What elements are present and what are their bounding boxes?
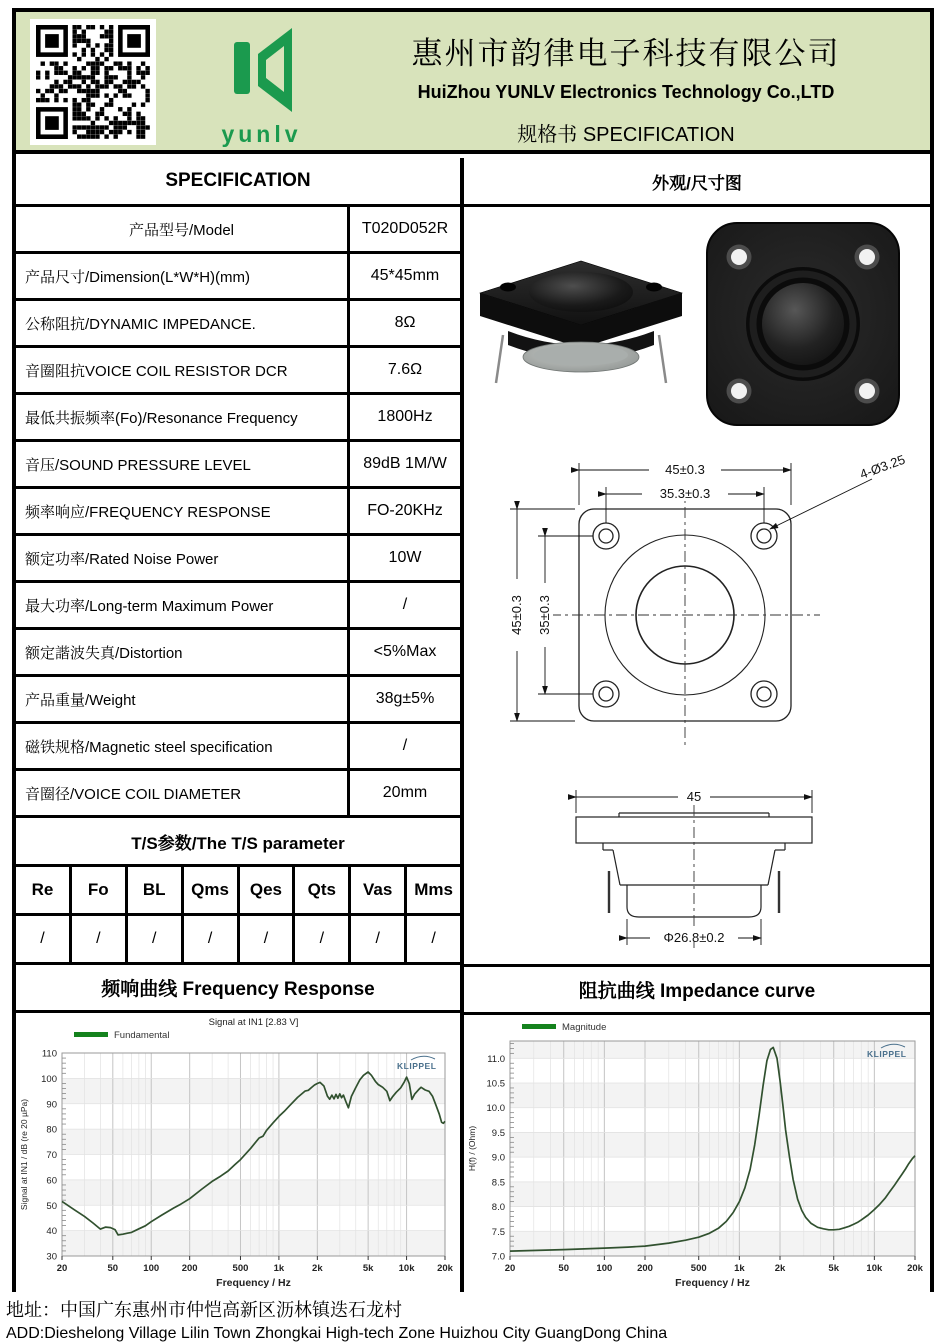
- svg-text:8.0: 8.0: [491, 1202, 505, 1214]
- ts-column-header: Qes: [240, 867, 296, 913]
- svg-text:50: 50: [107, 1263, 119, 1274]
- svg-text:5k: 5k: [362, 1263, 374, 1274]
- footer: [6, 1296, 946, 1343]
- svg-text:Signal at IN1 [2.83 V]: Signal at IN1 [2.83 V]: [208, 1017, 299, 1028]
- svg-text:KLIPPEL: KLIPPEL: [867, 1049, 907, 1059]
- svg-text:50: 50: [558, 1263, 570, 1274]
- spec-value: T020D052R: [347, 207, 460, 251]
- spec-row: [16, 630, 460, 677]
- ts-column-header: Qts: [295, 867, 351, 913]
- ts-value-cell: /: [240, 916, 296, 962]
- ts-column-header: Fo: [72, 867, 128, 913]
- spec-label: 磁铁规格/Magnetic steel specification: [25, 738, 273, 756]
- svg-text:Fundamental: Fundamental: [114, 1030, 170, 1041]
- product-photo-front: [702, 217, 904, 431]
- svg-text:110: 110: [41, 1048, 57, 1060]
- svg-text:9.0: 9.0: [491, 1152, 505, 1164]
- ts-column-header: Mms: [414, 880, 453, 899]
- svg-text:Frequency / Hz: Frequency / Hz: [675, 1277, 750, 1289]
- svg-text:8.5: 8.5: [491, 1177, 505, 1189]
- spec-label: 产品重量/Weight: [25, 691, 136, 709]
- dim-width-label: 45±0.3: [665, 462, 705, 477]
- spec-label: 最大功率/Long-term Maximum Power: [25, 597, 274, 615]
- spec-value: 45*45mm: [347, 254, 460, 298]
- spec-row: [16, 348, 460, 395]
- side-dim-width-label: 45: [686, 789, 702, 804]
- drawing-column: [464, 158, 930, 1288]
- spec-row: [16, 583, 460, 630]
- dim-hole-span-y-label: 35±0.3: [537, 595, 552, 635]
- svg-text:10.5: 10.5: [486, 1078, 505, 1090]
- qr-code: [30, 19, 156, 145]
- spec-row: [16, 254, 460, 301]
- svg-text:80: 80: [46, 1124, 57, 1136]
- spec-row: [16, 536, 460, 583]
- svg-text:10.0: 10.0: [486, 1103, 505, 1115]
- svg-text:1k: 1k: [734, 1263, 745, 1274]
- impedance-curve-chart: [464, 1015, 930, 1292]
- company-name-en: HuiZhou YUNLV Electronics Technology Co.,LTD: [417, 82, 835, 102]
- svg-text:40: 40: [46, 1226, 57, 1238]
- dim-hole-span-x-label: 35.3±0.3: [659, 486, 711, 501]
- svg-text:20: 20: [504, 1263, 516, 1274]
- svg-text:500: 500: [232, 1263, 249, 1274]
- spec-label: 公称阻抗/DYNAMIC IMPEDANCE.: [25, 315, 256, 333]
- ts-column-header: BL: [128, 867, 184, 913]
- svg-text:100: 100: [143, 1263, 160, 1274]
- spec-value: 1800Hz: [347, 395, 460, 439]
- spec-column: [16, 158, 464, 1288]
- frequency-response-chart: [16, 1013, 460, 1292]
- imp-section-title: 阻抗曲线 Impedance curve: [464, 967, 930, 1015]
- spec-value: 8Ω: [347, 301, 460, 345]
- spec-table-title: SPECIFICATION: [16, 158, 460, 207]
- logo-wordmark: yunlv: [221, 121, 302, 147]
- svg-text:Frequency / Hz: Frequency / Hz: [216, 1277, 291, 1289]
- ts-table-title: T/S参数/The T/S parameter: [16, 818, 460, 867]
- ts-column-header: Qms: [184, 867, 240, 913]
- side-dim-dome-label: Φ26.8±0.2: [663, 930, 725, 945]
- spec-label: 额定功率/Rated Noise Power: [25, 550, 219, 568]
- spec-label: 音圈径/VOICE COIL DIAMETER: [25, 785, 242, 803]
- svg-text:5k: 5k: [828, 1263, 840, 1274]
- svg-text:10k: 10k: [398, 1263, 415, 1274]
- svg-text:2k: 2k: [774, 1263, 786, 1274]
- ts-header-row: [16, 867, 460, 916]
- svg-text:200: 200: [637, 1263, 653, 1274]
- address-cn: 地址：中国广东惠州市仲恺高新区沥林镇迭石龙村: [6, 1300, 402, 1320]
- dim-height-label: 45±0.3: [509, 595, 524, 635]
- spec-row: [16, 442, 460, 489]
- qr-code-image: [30, 19, 156, 145]
- svg-text:100: 100: [596, 1263, 613, 1274]
- spec-label: 额定諧波失真/Distortion: [25, 644, 183, 662]
- svg-text:Signal at IN1 / dB (re 20 µPa): Signal at IN1 / dB (re 20 µPa): [19, 1098, 29, 1211]
- spec-label: 音压/SOUND PRESSURE LEVEL: [25, 456, 251, 474]
- ts-value-cell: /: [184, 916, 240, 962]
- spec-value: <5%Max: [347, 630, 460, 674]
- spec-value: 38g±5%: [347, 677, 460, 721]
- svg-text:20: 20: [56, 1263, 68, 1274]
- svg-text:1k: 1k: [273, 1263, 285, 1274]
- ts-column-header: Re: [16, 867, 72, 913]
- spec-row: [16, 677, 460, 724]
- svg-text:200: 200: [181, 1263, 198, 1274]
- product-photo-side: [470, 221, 694, 433]
- svg-text:10k: 10k: [866, 1263, 883, 1274]
- spec-row: [16, 301, 460, 348]
- spec-value: /: [347, 724, 460, 768]
- dim-hole-callout: 4-Ø3.25: [857, 451, 908, 482]
- header: [16, 12, 930, 154]
- spec-value: 10W: [347, 536, 460, 580]
- spec-value: 89dB 1M/W: [347, 442, 460, 486]
- spec-value: 20mm: [347, 771, 460, 815]
- ts-value-cell: /: [72, 916, 128, 962]
- company-name-cn: 惠州市韵律电子科技有限公司: [411, 36, 841, 71]
- svg-text:7.5: 7.5: [491, 1226, 505, 1238]
- svg-text:KLIPPEL: KLIPPEL: [397, 1061, 437, 1071]
- ts-value-cell: /: [16, 916, 72, 962]
- svg-text:20k: 20k: [907, 1263, 923, 1274]
- front-dimension-drawing: [472, 439, 922, 771]
- spec-label: 频率响应/FREQUENCY RESPONSE: [25, 503, 271, 521]
- svg-text:30: 30: [46, 1251, 57, 1263]
- speaker-logo-icon: [207, 20, 317, 116]
- ts-value-cell: /: [431, 930, 436, 947]
- appearance-title: 外观/尺寸图: [464, 158, 930, 207]
- spec-row: [16, 771, 460, 818]
- spec-label: 最低共振频率(Fo)/Resonance Frequency: [25, 409, 298, 427]
- address-en: ADD:Dieshelong Village Lilin Town Zhongkai High-tech Zone Huizhou City GuangDong China: [6, 1325, 668, 1342]
- spec-value: FO-20KHz: [347, 489, 460, 533]
- svg-text:20k: 20k: [437, 1263, 453, 1274]
- svg-text:9.5: 9.5: [491, 1127, 505, 1139]
- svg-text:90: 90: [46, 1099, 57, 1111]
- side-dimension-drawing: [519, 777, 871, 963]
- ts-column-header: Vas: [351, 867, 407, 913]
- svg-text:7.0: 7.0: [491, 1251, 505, 1263]
- svg-text:11.0: 11.0: [487, 1053, 505, 1065]
- spec-label: 产品型号/Model: [128, 221, 235, 239]
- svg-text:500: 500: [690, 1263, 707, 1274]
- svg-text:60: 60: [46, 1175, 57, 1187]
- ts-value-cell: /: [128, 916, 184, 962]
- figure-area: [464, 207, 930, 967]
- spec-row: [16, 395, 460, 442]
- spec-value: /: [347, 583, 460, 627]
- spec-rows: [16, 207, 460, 818]
- svg-text:70: 70: [46, 1150, 57, 1161]
- ts-value-row: [16, 916, 460, 965]
- spec-label: 产品尺寸/Dimension(L*W*H)(mm): [25, 268, 251, 286]
- svg-text:100: 100: [41, 1073, 57, 1085]
- svg-text:2k: 2k: [312, 1263, 323, 1274]
- spec-row: [16, 724, 460, 771]
- ts-value-cell: /: [351, 916, 407, 962]
- freq-section-title: 频响曲线 Frequency Response: [16, 965, 460, 1013]
- svg-text:Magnitude: Magnitude: [562, 1022, 607, 1033]
- spec-label: 音圈阻抗VOICE COIL RESISTOR DCR: [25, 362, 288, 380]
- doc-type-title: 规格书 SPECIFICATION: [517, 124, 735, 146]
- page-frame: [12, 8, 934, 1292]
- spec-row: [16, 207, 460, 254]
- svg-text:50: 50: [46, 1200, 57, 1212]
- ts-value-cell: /: [295, 916, 351, 962]
- company-logo: [199, 20, 324, 148]
- spec-value: 7.6Ω: [347, 348, 460, 392]
- svg-text:H(f) / (Ohm): H(f) / (Ohm): [467, 1125, 477, 1172]
- spec-row: [16, 489, 460, 536]
